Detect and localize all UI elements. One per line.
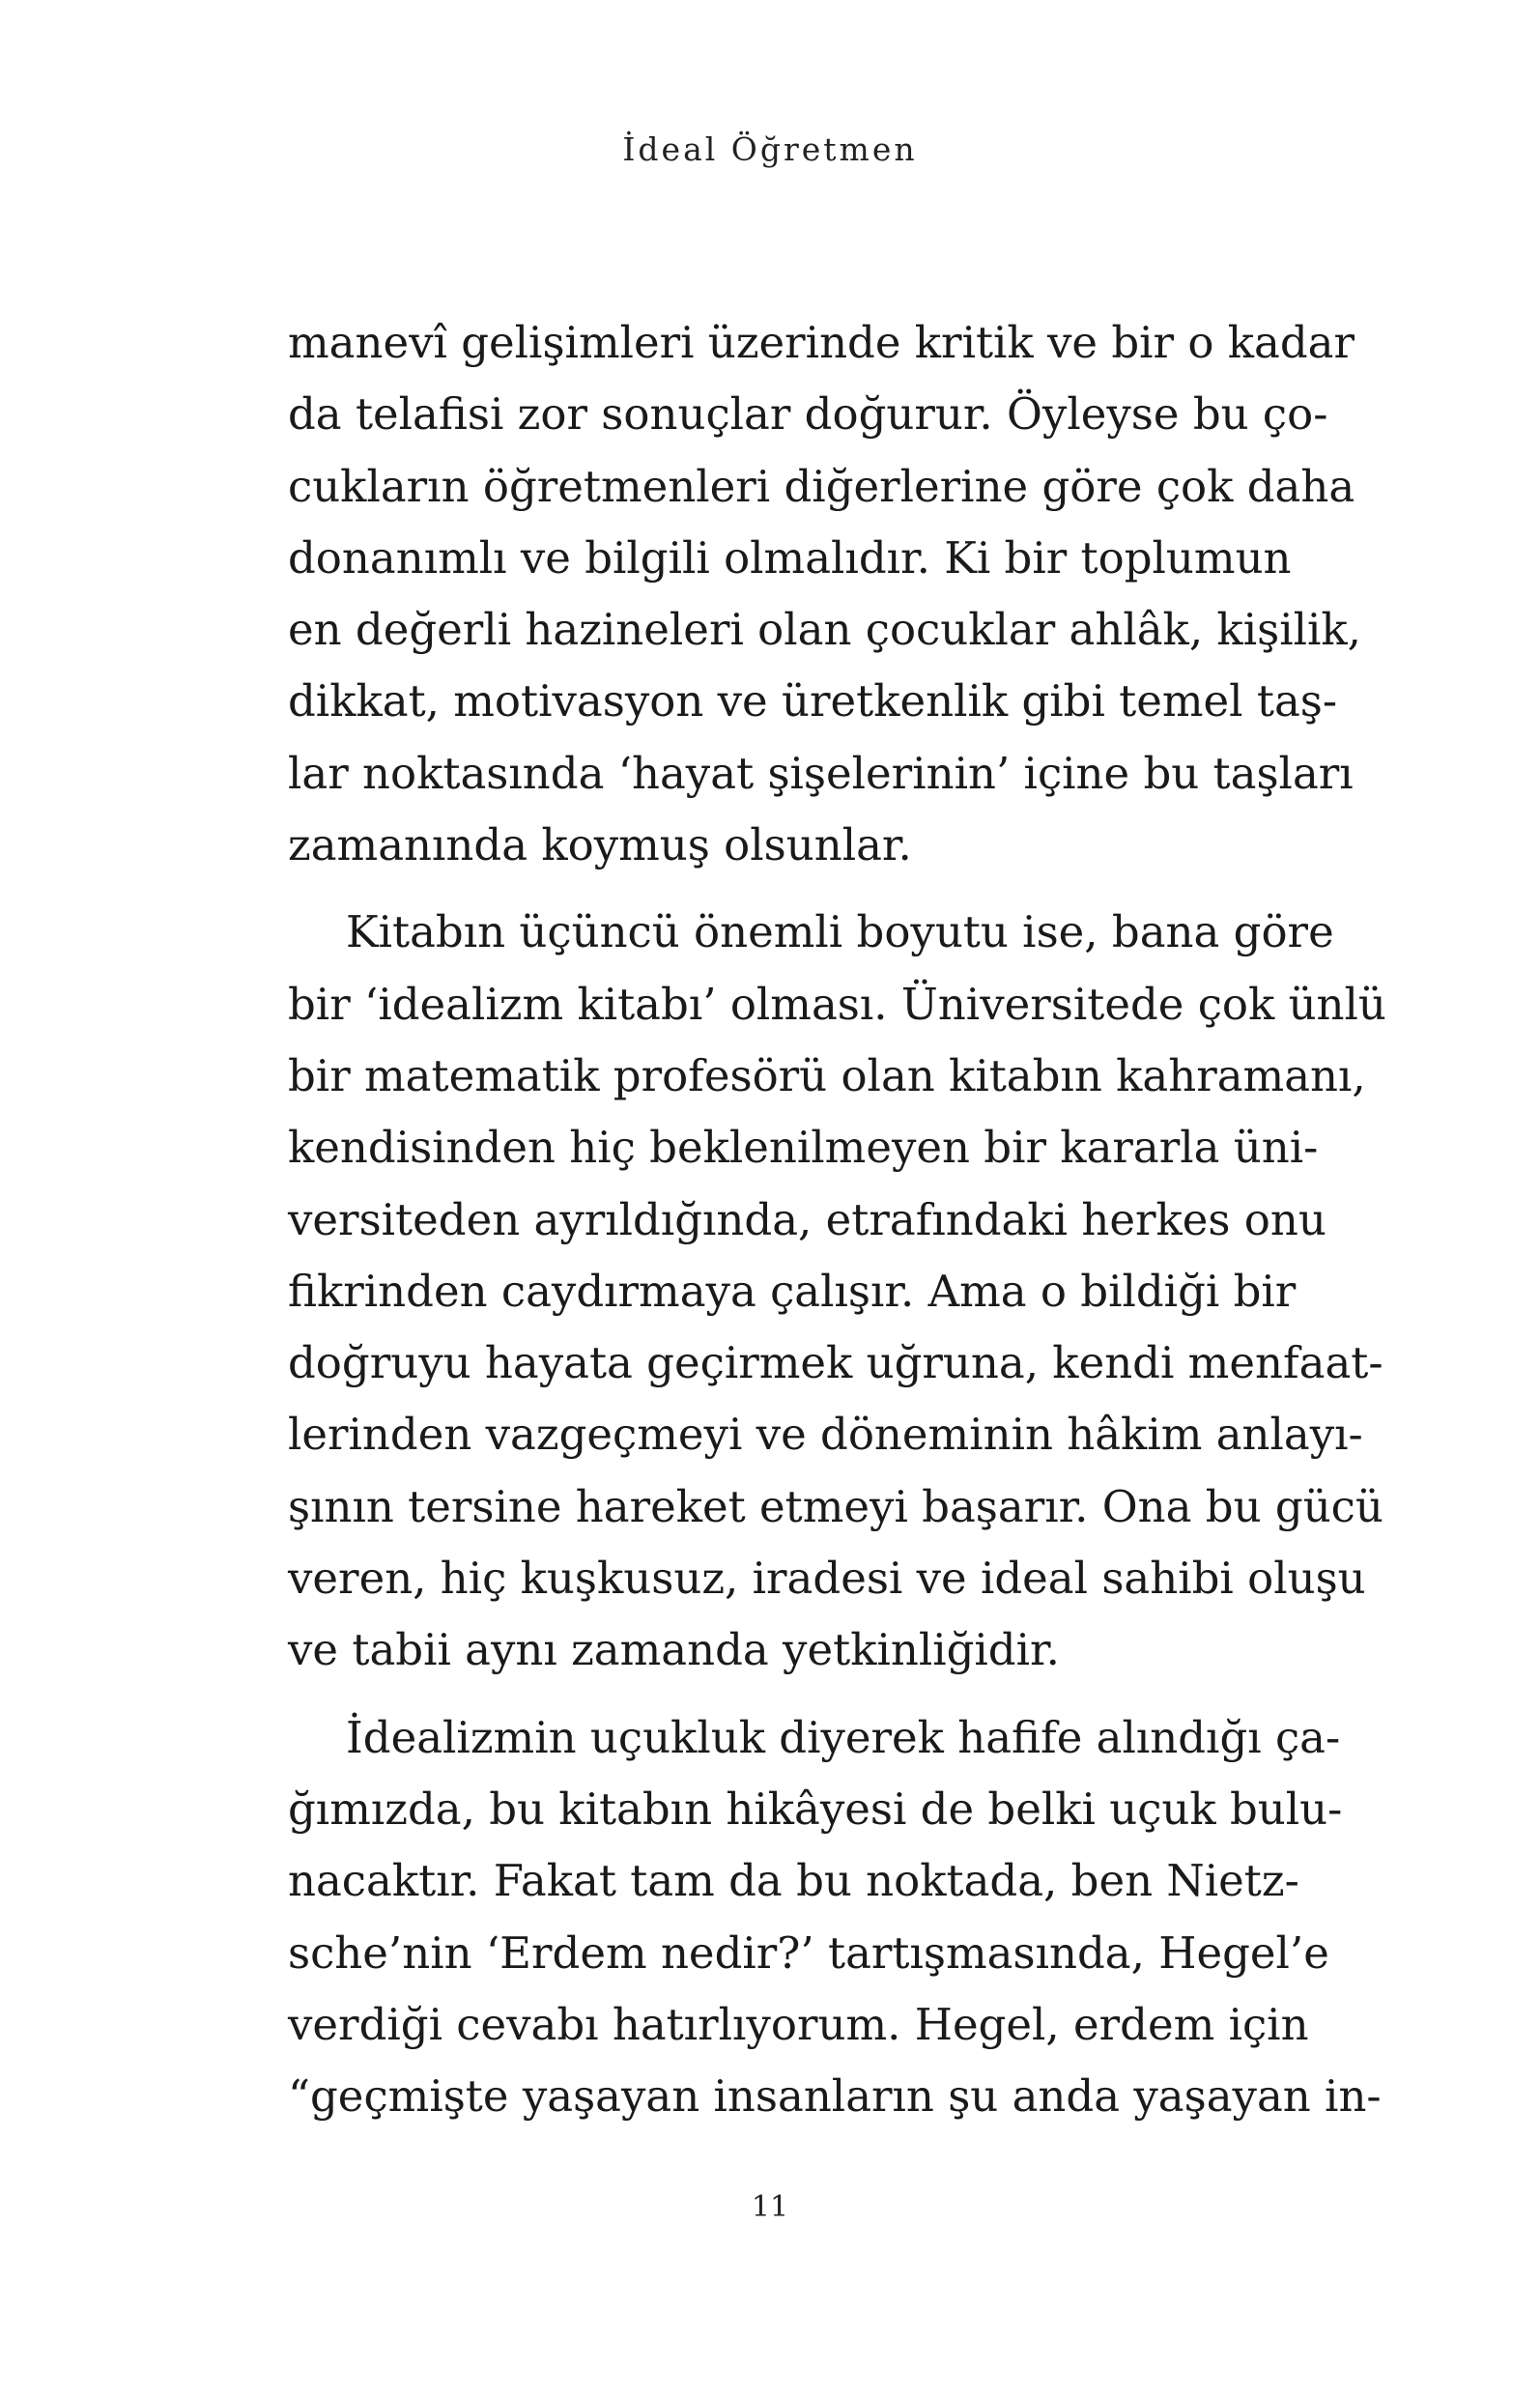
text-line: Kitabın üçüncü önemli boyutu ise, bana göre <box>346 906 1334 958</box>
text-line: versiteden ayrıldığında, etrafındaki herkes onu <box>288 1193 1326 1245</box>
text-line: ve tabii aynı zamanda yetkinliğidir. <box>288 1624 1060 1676</box>
text-line: verdiği cevabı hatırlıyorum. Hegel, erdem için <box>288 1998 1309 2050</box>
text-line: cukların öğretmenleri diğerlerine göre çok daha <box>288 460 1355 512</box>
text-line: sche’nin ‘Erdem nedir?’ tartışmasında, Hegel’e <box>288 1926 1329 1979</box>
text-line: veren, hiç kuşkusuz, iradesi ve ideal sahibi oluşu <box>288 1553 1366 1605</box>
page-number: 11 <box>751 2190 789 2224</box>
text-line: şının tersine hareket etmeyi başarır. Ona bu gücü <box>288 1480 1383 1532</box>
text-line: bir ‘idealizm kitabı’ olması. Üniversitede çok ünlü <box>288 978 1386 1030</box>
text-line: doğruyu hayata geçirmek uğruna, kendi menfaat- <box>288 1337 1383 1389</box>
text-line: nacaktır. Fakat tam da bu noktada, ben Nietz- <box>288 1855 1299 1907</box>
text-line: dikkat, motivasyon ve üretkenlik gibi temel taş- <box>288 675 1338 727</box>
text-line: İdealizmin uçukluk diyerek hafife alındığı ça- <box>346 1711 1341 1763</box>
text-line: kendisinden hiç beklenilmeyen bir kararla üni- <box>288 1122 1319 1174</box>
text-line: zamanında koymuş olsunlar. <box>288 819 912 871</box>
text-line: fikrinden caydırmaya çalışır. Ama o bildiği bir <box>288 1265 1297 1317</box>
text-line: bir matematik profesörü olan kitabın kahramanı, <box>288 1049 1366 1101</box>
text-line: manevî gelişimleri üzerinde kritik ve bir o kadar <box>288 317 1355 368</box>
body-text <box>288 307 1386 2132</box>
text-line: da telafisi zor sonuçlar doğurur. Öyleyse bu ço- <box>288 388 1328 441</box>
text-line: donanımlı ve bilgili olmalıdır. Ki bir toplumun <box>288 531 1292 584</box>
text-line: lar noktasında ‘hayat şişelerinin’ içine bu taşları <box>288 747 1354 799</box>
text-line: en değerli hazineleri olan çocuklar ahlâk, kişilik, <box>288 604 1361 656</box>
text-line: lerinden vazgeçmeyi ve döneminin hâkim anlayı- <box>288 1409 1363 1461</box>
text-line: ğımızda, bu kitabın hikâyesi de belki uçuk bulu- <box>288 1783 1343 1835</box>
running-head: İdeal Öğretmen <box>622 130 918 168</box>
text-line: “geçmişte yaşayan insanların şu anda yaşayan in- <box>288 2070 1382 2123</box>
